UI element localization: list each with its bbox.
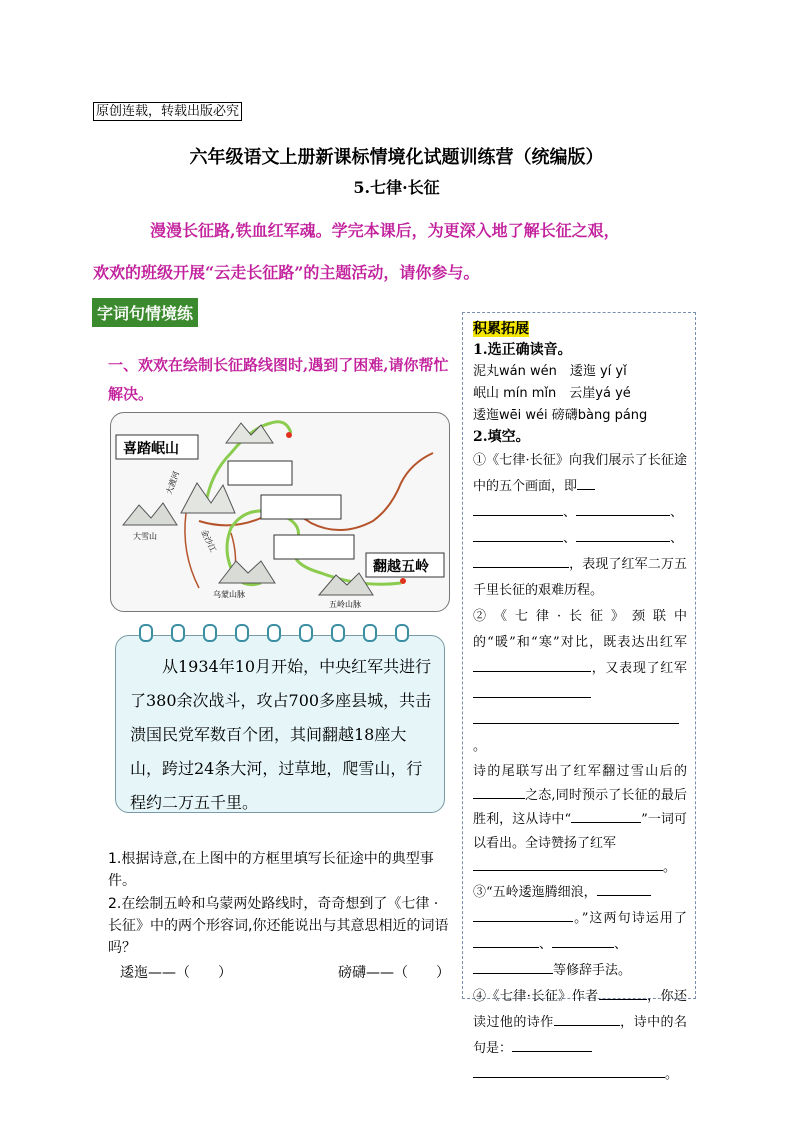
blank[interactable] [577,475,595,490]
synonym-weiyi[interactable]: 逶迤——（ ） [120,965,232,981]
fill-item-1: ①《七律·长征》向我们展示了长征途中的五个画面，即 、 、 、 、 ，表现了红军二万五千里长征的艰难历程。 [473,453,687,598]
blank[interactable] [576,527,670,542]
lesson-title: 5.七律·长征 [353,178,440,197]
binder-ring [235,624,249,642]
question-1-prompt: 一、欢欢在绘制长征路线图时,遇到了困难,请你帮忙解决。 [108,356,449,403]
fill-2-text-c: 。 [473,739,487,754]
note-box [115,635,445,813]
sub-question-2: 2.在绘制五岭和乌蒙两处路线时，奇奇想到了《七律 · 长征》中的两个形容词,你还能说出与其意思相近的词语吗？ [108,896,449,956]
fill-5-period: 。 [665,1067,679,1082]
blank[interactable] [473,709,679,724]
blank[interactable] [473,501,563,516]
fill-1-text-a: ①《七律·长征》向我们展示了长征途中的五个画面，即 [473,453,687,494]
label-dadu-river: 大渡河 [164,470,182,496]
synonym-pangbo[interactable]: 磅礴——（ ） [338,965,450,981]
binder-ring [171,624,185,642]
label-minshan: 喜踏岷山 [123,441,179,457]
fill-5-text-a: ④《七律·长征》作者 [473,989,599,1004]
fill-5-text-c: ，诗中的名句是： [473,1015,687,1056]
fill-4-text-b: 。”这两句诗运用了 [573,911,687,926]
event-box-3[interactable] [274,535,354,559]
fill-3-text-b: 之态,同时预示了长征的最后胜利，这从诗中“ [473,788,687,827]
blank[interactable] [554,1011,620,1026]
pinyin-row-2[interactable]: 岷山 mín mǐn 云崖yá yé [473,386,631,401]
sidebar-heading: 积累拓展 [473,321,529,337]
copyright-stamp: 原创连载，转载出版必究 [93,102,242,121]
history-note-card [113,627,449,815]
long-march-map [110,412,450,612]
blank[interactable] [576,501,670,516]
river-left [185,513,199,588]
minshan-mountain-shape [181,483,235,513]
fill-2-text-b: ，又表现了红军 [591,661,687,676]
fill-5-text-b: ，你还读过他的诗作 [473,989,687,1030]
blank[interactable] [473,856,663,871]
blank[interactable] [473,553,569,568]
label-daxue-mountain: 大雪山 [133,532,157,541]
fill-item-5 [473,984,687,1088]
map-drawing [111,413,449,611]
label-wuling: 翻越五岭 [373,559,429,575]
blank[interactable] [473,683,591,698]
blank[interactable] [512,1037,592,1052]
blank[interactable] [473,784,525,799]
binder-ring [331,624,345,642]
fill-item-4: ③“五岭逶迤腾细浪， 。”这两句诗运用了、 、 等修辞手法。 [473,880,687,984]
fill-item-3 [473,760,687,880]
part1-title: 1.选正确读音。 [473,342,572,358]
blank[interactable] [473,657,591,672]
fill-1-text-b: ，表现了红军二万五千里长征的艰难历程。 [473,557,687,598]
blank[interactable] [473,933,539,948]
event-box-2[interactable] [261,495,341,519]
note-text: 从1934年10月开始，中央红军共进行了380余次战斗，攻占700多座县城，共击溃国民党军数百个团，其间翻越18座大山，跨过24条大河，过草地，爬雪山，行程约二万五千里。 [130,657,432,812]
binder-ring [267,624,281,642]
section-banner: 字词句情境练 [92,298,198,327]
binder-ring [299,624,313,642]
label-wuling-mountain: 五岭山脉 [329,600,361,609]
blank[interactable] [552,933,614,948]
synonym-row [120,962,450,984]
fill-item-2 [473,604,687,760]
blank[interactable] [473,527,563,542]
extension-sidebar [462,312,696,1082]
blank[interactable] [473,959,553,974]
fill-4-text-c: 等修辞手法。 [553,963,632,978]
binder-ring [395,624,409,642]
page-title: 六年级语文上册新课标情境化试题训练营（统编版） [189,147,604,168]
part2-title: 2.填空。 [473,429,530,445]
fill-3-text-d: 。 [663,860,677,875]
blank[interactable] [599,985,647,1000]
blank[interactable] [571,808,641,823]
daxue-mountain-shape [123,503,177,525]
label-wumeng-mountain: 乌蒙山脉 [213,590,245,599]
fill-4-text-a: ③“五岭逶迤腾细浪， [473,885,597,900]
blank[interactable] [473,1063,665,1078]
binder-ring [139,624,153,642]
event-box-1[interactable] [228,461,292,485]
startpoint-dot [400,578,406,584]
wumeng-mountain-shape [219,561,275,583]
sub-question-1: 1.根据诗意,在上图中的方框里填写长征途中的典型事件。 [108,851,434,889]
fill-3-text-c: ”一词可以看出。全诗赞扬了红军 [473,812,687,851]
endpoint-dot [286,432,292,438]
intro-line-2: 欢欢的班级开展“云走长征路”的主题活动，请你参与。 [93,263,480,282]
blank[interactable] [597,881,651,896]
fill-2-text-a: ②《七律·长征》颈联中的“暖”和“寒”对比，既表达出红军 [473,609,687,650]
fill-3-text-a: 诗的尾联写出了红军翻过雪山后的 [473,764,687,779]
blank[interactable] [473,907,573,922]
binder-ring [203,624,217,642]
pinyin-row-1[interactable]: 泥丸wán wén 逶迤 yí yǐ [473,364,627,379]
fill-in-section [473,448,687,1088]
intro-line-1: 漫漫长征路,铁血红军魂。学完本课后，为更深入地了解长征之艰， [150,221,620,240]
pinyin-row-3[interactable]: 逶迤wēi wéi 磅礴bàng páng [473,408,648,423]
binder-ring [363,624,377,642]
label-jinsha-river: 金沙江 [199,528,218,554]
